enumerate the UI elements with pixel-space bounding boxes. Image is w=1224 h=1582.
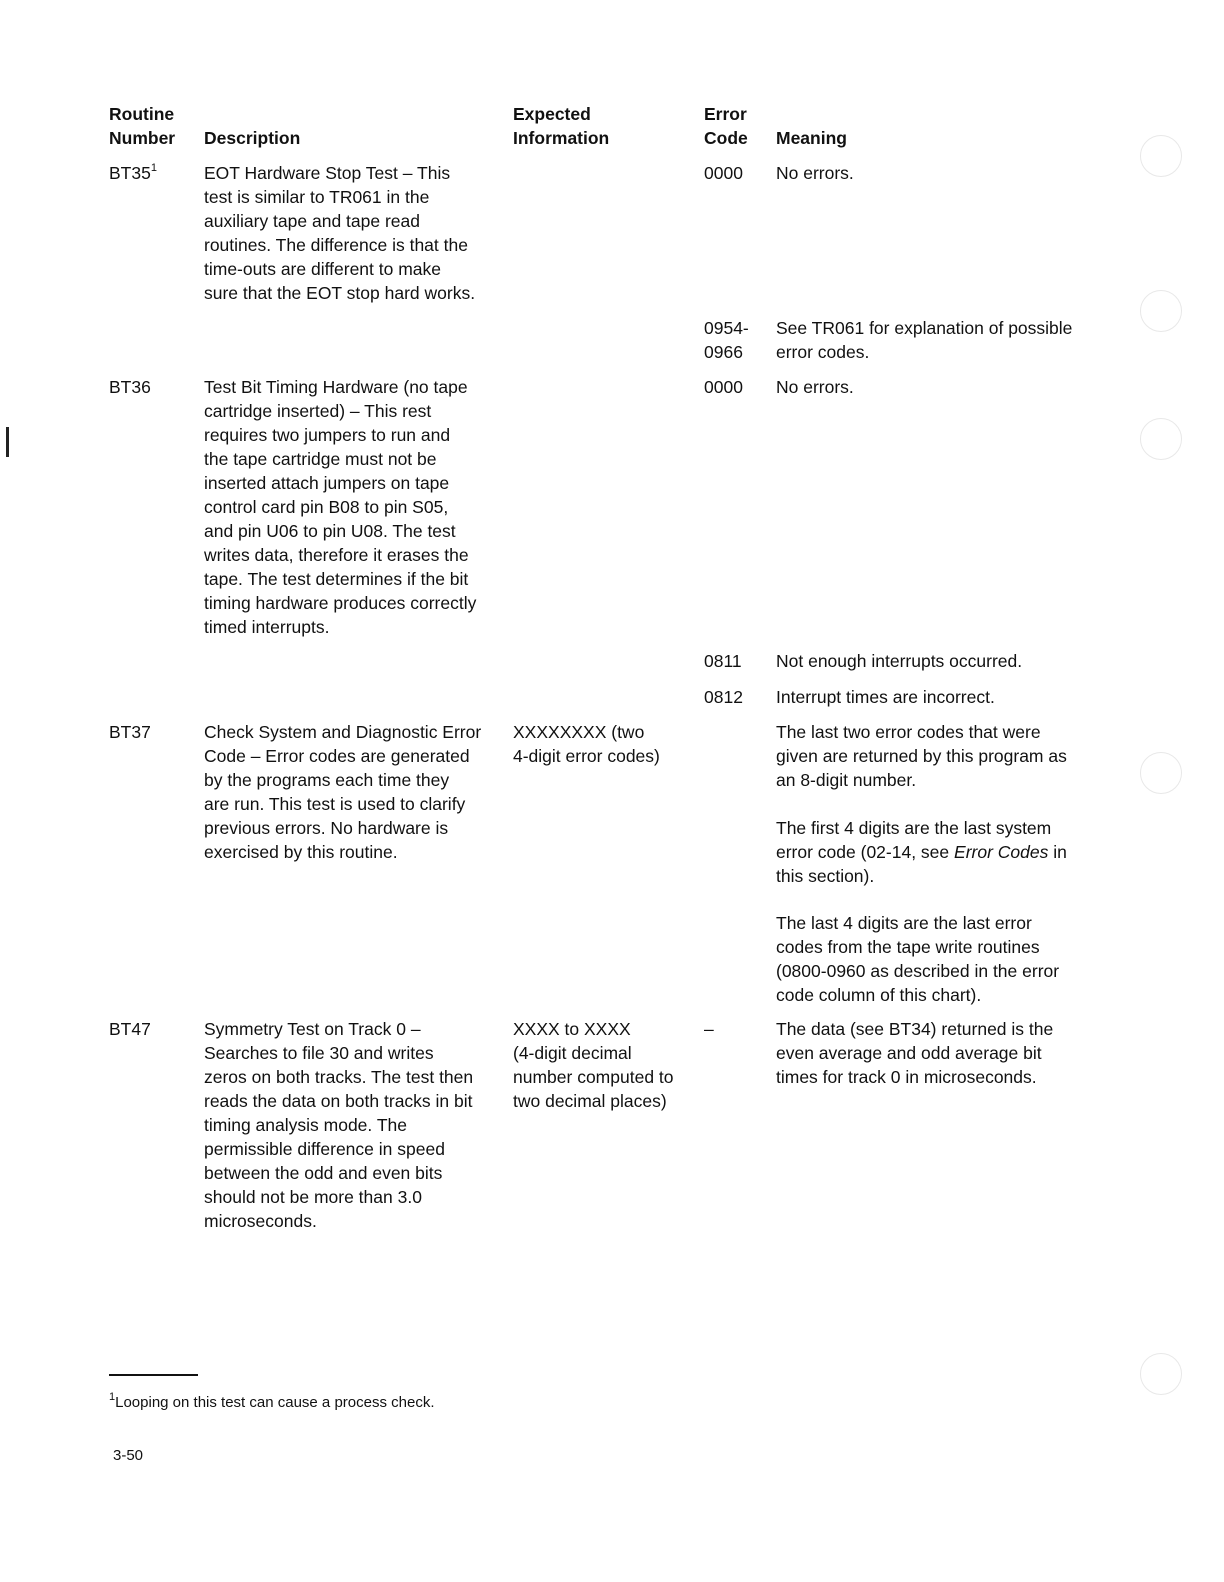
punch-hole-icon [1140,1353,1182,1395]
meaning-bt37-paragraph-2: The first 4 digits are the last system error code (02-14, see Error Codes in this section). [776,818,1067,886]
routine-bt37: BT37 [109,722,151,742]
description-bt35: EOT Hardware Stop Test – This test is similar to TR061 in the auxiliary tape and tape read routines. The difference is that the time-outs are different to make sure that the EOT stop hard works. [204,163,476,303]
footnote-text: Looping on this test can cause a process check. [115,1394,435,1411]
meaning-bt35-range: See TR061 for explanation of possible error codes. [776,318,1073,362]
routine-bt35-label: BT35 [109,163,151,183]
expected-bt37: XXXXXXXX (two 4-digit error codes) [513,722,660,766]
meaning-bt36-0000: No errors. [776,377,854,397]
page-number: 3-50 [113,1447,144,1464]
error-code-bt47: – [704,1019,714,1039]
routine-bt47: BT47 [109,1019,151,1039]
description-bt36: Test Bit Timing Hardware (no tape cartridge inserted) – This rest requires two jumpers to run and the tape cartridge must not be inserted attach jumpers on tape control card pin B08 to pin S05, and pin U06 to pin U08. The test writes data, therefore it erases the tape. The test determines if the bit timing hardware produces correctly timed interrupts. [204,377,477,637]
error-code-bt35-0000: 0000 [704,163,743,183]
header-routine-number [109,102,175,150]
header-code-line2: Code [704,128,748,148]
punch-hole-icon [1140,290,1182,332]
footnote-marker: 1 [109,1391,116,1403]
meaning-bt37-paragraph-1: The last two error codes that were given are returned by this program as an 8-digit number. [776,722,1067,790]
error-codes-reference: Error Codes [954,842,1049,862]
header-expected-information [513,102,609,150]
header-routine-line1: Routine [109,104,175,124]
description-bt47: Symmetry Test on Track 0 – Searches to file 30 and writes zeros on both tracks. The test then reads the data on both tracks in bit timing analysis mode. The permissible difference in speed between the odd and even bits should not be more than 3.0 microseconds. [204,1019,474,1231]
header-code-line1: Error [704,104,747,124]
description-bt37: Check System and Diagnostic Error Code – Error codes are generated by the programs each time they are run. This test is used to clarify previous errors. No hardware is exercised by this routine. [204,722,482,862]
meaning-bt36-0812: Interrupt times are incorrect. [776,687,995,707]
error-code-bt35-range: 0954- 0966 [704,318,749,362]
error-code-bt36-0811: 0811 [704,651,742,671]
routine-bt36: BT36 [109,377,151,397]
header-expected-line2: Information [513,128,610,148]
punch-hole-icon [1140,135,1182,177]
header-meaning: Meaning [776,128,847,148]
footnote [109,1391,435,1412]
header-description: Description [204,128,301,148]
header-routine-line2: Number [109,128,176,148]
error-code-bt36-0000: 0000 [704,377,743,397]
punch-hole-icon [1140,752,1182,794]
header-error-code [704,102,748,150]
meaning-bt35-0000: No errors. [776,163,854,183]
change-bar [6,427,9,457]
meaning-bt37-paragraph-3: The last 4 digits are the last error codes from the tape write routines (0800-0960 as described in the error code column of this chart). [776,913,1060,1005]
footnote-rule [109,1374,198,1376]
punch-hole-icon [1140,418,1182,460]
header-expected-line1: Expected [513,104,591,124]
meaning-bt36-0811: Not enough interrupts occurred. [776,651,1023,671]
routine-bt35 [109,161,157,185]
meaning-bt47: The data (see BT34) returned is the even average and odd average bit times for track 0 in microseconds. [776,1019,1054,1087]
error-code-bt36-0812: 0812 [704,687,743,707]
expected-bt47: XXXX to XXXX (4-digit decimal number computed to two decimal places) [513,1019,674,1111]
footnote-ref: 1 [150,162,157,175]
